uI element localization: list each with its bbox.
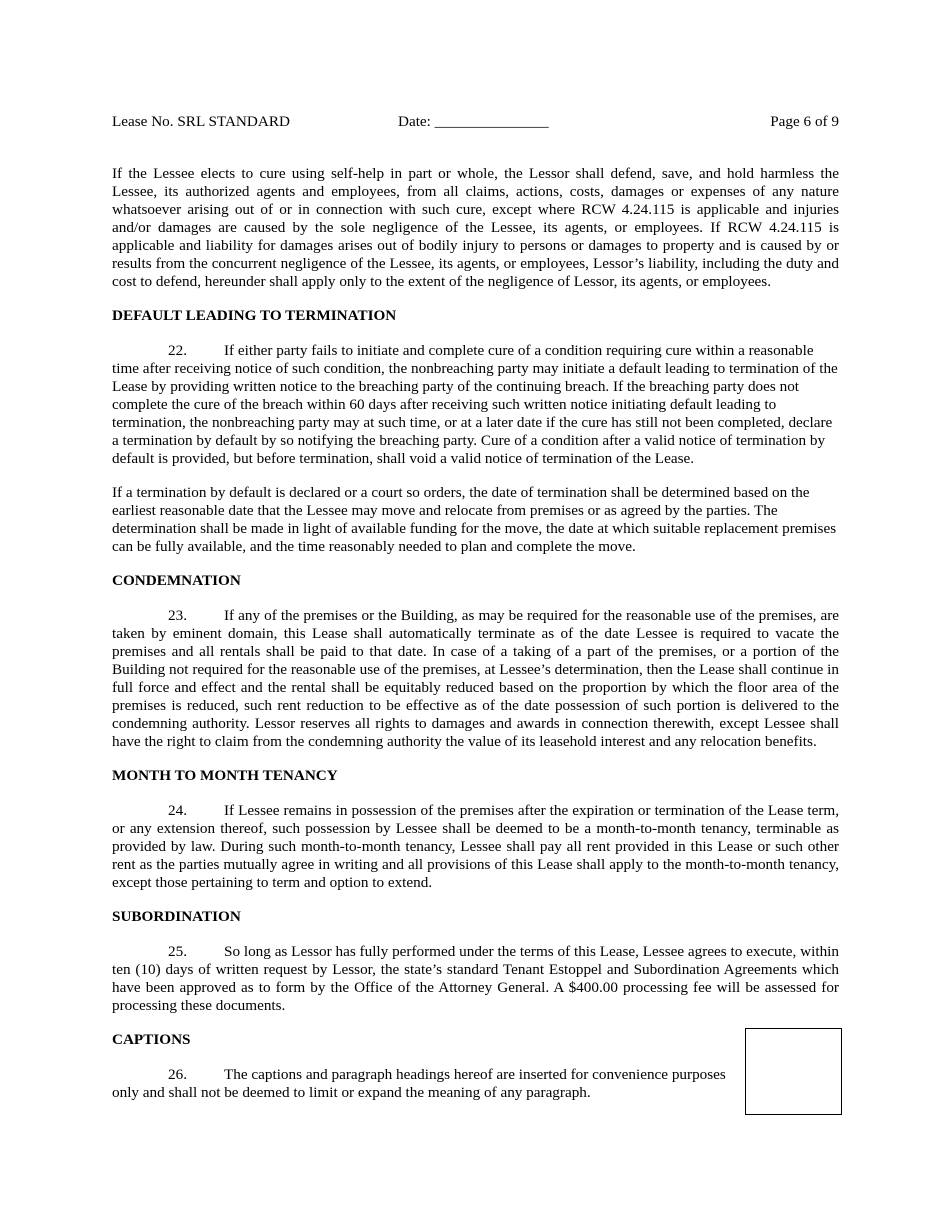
paragraph-text: If either party fails to initiate and complete cure of a condition requiring cure within a reasonable time after receiving notice of such condition, the nonbreaching party may initiate a default leading to termination of the Lease by providing written notice to the breaching party of the continuing breach. If the breaching party does not complete the cure of the breach within 60 days after receiving such written notice initiating default leading to termination, the nonbreaching party may at such time, or at a later date if the cure has still not been completed, declare a termination by default by so notifying the breaching party. Cure of a condition after a valid notice of termination by default is provided, but before termination, shall void a valid notice of termination of the Lease. <box>112 342 838 467</box>
paragraph-number: 26. <box>168 1066 187 1083</box>
date-field: Date: _______________ <box>398 113 549 130</box>
section-heading-condemnation: CONDEMNATION <box>112 572 241 589</box>
section-heading-tenancy: MONTH TO MONTH TENANCY <box>112 767 338 784</box>
paragraph-text: So long as Lessor has fully performed under the terms of this Lease, Lessee agrees to execute, within ten (10) days of written request by Lessor, the state’s standard Tenant Estoppel and Subordination Agreements which have been approved as to form by the Office of the Attorney General. A $400.00 processing fee will be assessed for processing these documents. <box>112 943 839 1014</box>
section-paragraph-tenancy <box>112 802 839 892</box>
section-paragraph-subordination <box>112 943 839 1015</box>
section-heading-captions: CAPTIONS <box>112 1031 191 1048</box>
section-paragraph-condemnation <box>112 607 839 751</box>
paragraph-text: If any of the premises or the Building, as may be required for the reasonable use of the premises, are taken by eminent domain, this Lease shall automatically terminate as of the date Lessee is required to vacate the premises and all rentals shall be paid to that date. In case of a taking of a part of the premises, or a portion of the Building not required for the reasonable use of the premises, at Lessee’s determination, then the Lease shall continue in full force and effect and the rental shall be equitably reduced based on the proportion by which the floor area of the premises is reduced, such rent reduction to be effective as of the date possession of such portion is delivered to the condemning authority. Lessor reserves all rights to damages and awards in connection therewith, except Lessee shall have the right to claim from the condemning authority the value of its leasehold interest and any relocation benefits. <box>112 607 839 750</box>
paragraph-number: 22. <box>168 342 187 359</box>
intro-paragraph: If the Lessee elects to cure using self-help in part or whole, the Lessor shall defend, save, and hold harmless the Lessee, its authorized agents and employees, from all claims, actions, costs, damages or expenses of any nature whatsoever arising out of or in connection with such cure, except where RCW 4.24.115 is applicable and injuries and/or damages are caused by the sole negligence of the Lessee, its agents, or employees. If RCW 4.24.115 is applicable and liability for damages arises out of bodily injury to persons or damages to property and is caused by or results from the concurrent negligence of the Lessee, its agents, or employees, Lessor’s liability, including the duty and cost to defend, hereunder shall apply only to the extent of the negligence of Lessor, its agents, or employees. <box>112 165 839 290</box>
paragraph-number: 25. <box>168 943 187 960</box>
page-number: Page 6 of 9 <box>770 113 839 130</box>
section-paragraph-default <box>112 342 839 468</box>
lease-number: Lease No. SRL STANDARD <box>112 113 290 130</box>
paragraph-text: If Lessee remains in possession of the premises after the expiration or termination of the Lease term, or any extension thereof, such possession by Lessee shall be deemed to be a month-to-month tenancy, terminable as provided by law. During such month-to-month tenancy, Lessee shall pay all rent provided in this Lease or such other rent as the parties mutually agree in writing and all provisions of this Lease shall apply to the month-to-month tenancy, except those pertaining to term and option to extend. <box>112 802 839 891</box>
document-body <box>112 165 839 1118</box>
paragraph-number: 23. <box>168 607 187 624</box>
page-header <box>112 112 839 132</box>
section-heading-default: DEFAULT LEADING TO TERMINATION <box>112 307 397 324</box>
paragraph-text: The captions and paragraph headings hereof are inserted for convenience purposes only and shall not be deemed to limit or expand the meaning of any paragraph. <box>112 1066 726 1101</box>
section-paragraph-captions <box>112 1066 732 1102</box>
initials-box <box>745 1028 842 1115</box>
section-paragraph-default-2: If a termination by default is declared or a court so orders, the date of termination shall be determined based on the earliest reasonable date that the Lessee may move and relocate from premises or as agreed by the parties. The determination shall be made in light of available funding for the move, the date at which suitable replacement premises can be fully available, and the time reasonably needed to plan and complete the move. <box>112 484 837 555</box>
paragraph-number: 24. <box>168 802 187 819</box>
section-heading-subordination: SUBORDINATION <box>112 908 241 925</box>
